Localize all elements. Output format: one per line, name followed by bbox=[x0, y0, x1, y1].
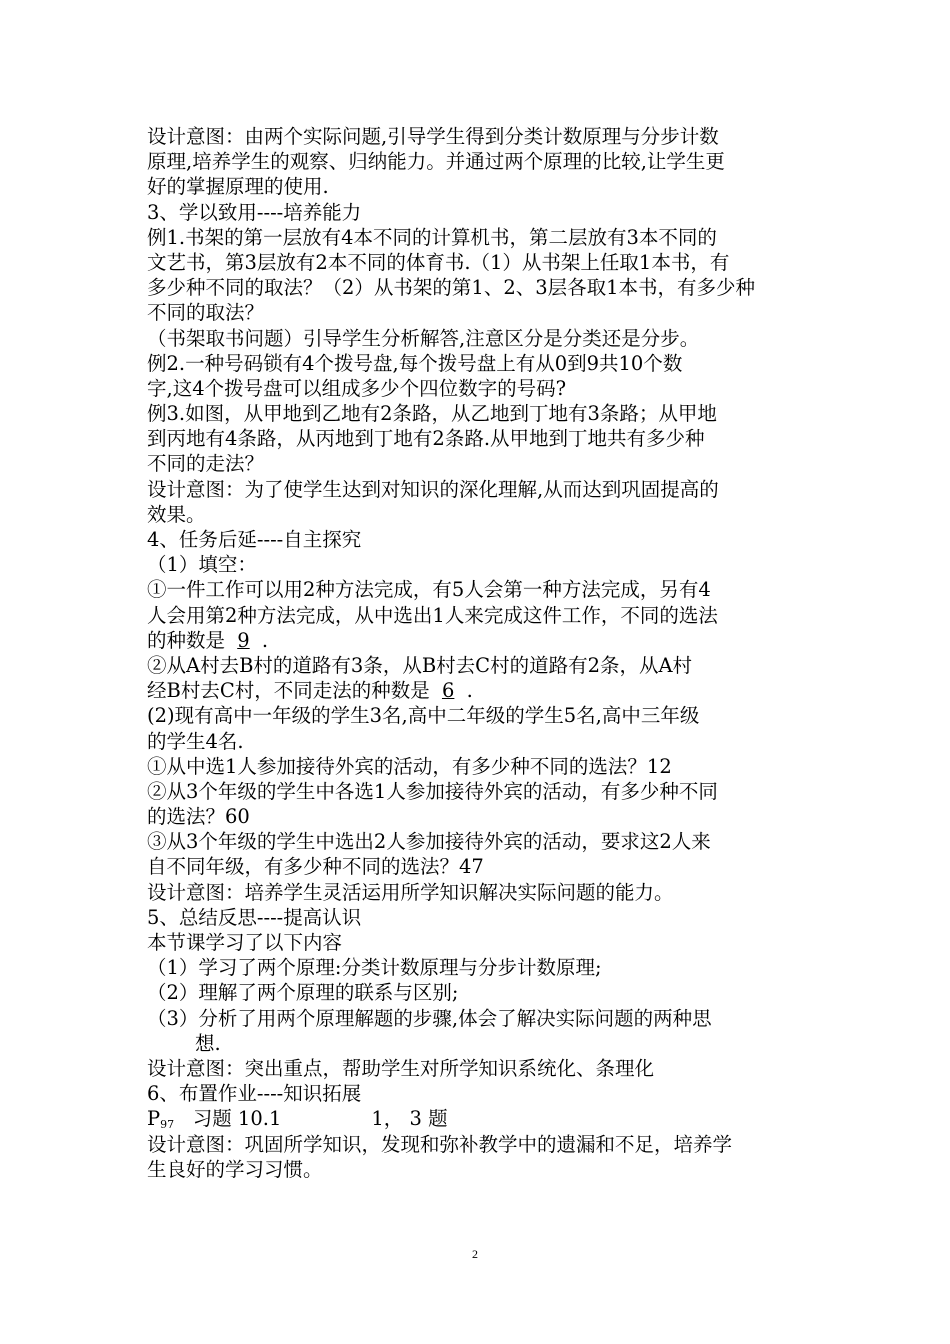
text-line: 字,这4个拨号盘可以组成多少个四位数字的号码? bbox=[147, 376, 567, 400]
text-line: （书架取书问题）引导学生分析解答,注意区分是分类还是分步。 bbox=[147, 326, 700, 350]
text-line: (2)现有高中一年级的学生3名,高中二年级的学生5名,高中三年级 bbox=[147, 704, 700, 728]
text-line: 设计意图：为了使学生达到对知识的深化理解,从而达到巩固提高的 bbox=[147, 477, 719, 501]
text-line: ③从3个年级的学生中选出2人参加接待外宾的活动，要求这2人来 bbox=[147, 830, 711, 854]
q1-answer: 9 bbox=[237, 628, 250, 652]
q2-suffix: . bbox=[466, 679, 473, 703]
text-line: 设计意图：培养学生灵活运用所学知识解决实际问题的能力。 bbox=[147, 880, 674, 904]
text-line: ②从A村去B村的道路有3条，从B村去C村的道路有2条，从A村 bbox=[147, 653, 693, 677]
text-line: 生良好的学习习惯。 bbox=[147, 1157, 323, 1181]
homework-page-number: 97 bbox=[160, 1118, 175, 1132]
text-line: 人会用第2种方法完成，从中选出1人来完成这件工作，不同的选法 bbox=[147, 603, 718, 627]
text-line: 不同的取法？ bbox=[147, 301, 265, 325]
text-line: 文艺书，第3层放有2本不同的体育书.（1）从书架上任取1本书，有 bbox=[147, 250, 730, 274]
text-line: （2）理解了两个原理的联系与区别; bbox=[147, 981, 459, 1005]
text-line bbox=[147, 678, 812, 703]
text-line: （1）填空： bbox=[147, 553, 257, 577]
homework-page-p: P bbox=[147, 1107, 161, 1131]
text-line: （3）分析了用两个原理解题的步骤,体会了解决实际问题的两种思 bbox=[147, 1006, 712, 1030]
text-line: 例3.如图，从甲地到乙地有2条路，从乙地到丁地有3条路；从甲地 bbox=[147, 402, 717, 426]
text-line bbox=[147, 628, 812, 653]
page-number: 2 bbox=[472, 1247, 478, 1261]
section-heading-3: 3、学以致用----培养能力 bbox=[147, 200, 362, 224]
section-heading-4: 4、任务后延----自主探究 bbox=[147, 528, 362, 551]
body-text bbox=[147, 124, 812, 1182]
text-line: 例1.书架的第一层放有4本不同的计算机书，第二层放有3本不同的 bbox=[147, 225, 717, 249]
homework-exercise: 习题 10.1 bbox=[192, 1107, 282, 1131]
text-line: 好的掌握原理的使用. bbox=[147, 175, 329, 199]
text-line: 设计意图：巩固所学知识，发现和弥补教学中的遗漏和不足，培养学 bbox=[147, 1132, 733, 1156]
homework-line bbox=[147, 1106, 812, 1131]
text-line: 不同的走法？ bbox=[147, 452, 265, 476]
text-line: ①从中选1人参加接待外宾的活动，有多少种不同的选法？12 bbox=[147, 754, 672, 778]
q2-answer: 6 bbox=[441, 679, 455, 703]
text-line: 自不同年级，有多少种不同的选法？47 bbox=[147, 855, 484, 879]
text-line: （1）学习了两个原理:分类计数原理与分步计数原理; bbox=[147, 956, 602, 980]
text-line: 效果。 bbox=[147, 502, 206, 526]
text-line: ①一件工作可以用2种方法完成，有5人会第一种方法完成，另有4 bbox=[147, 578, 711, 602]
q1-suffix: . bbox=[261, 628, 269, 652]
text-line: 到丙地有4条路，从丙地到丁地有2条路.从甲地到丁地共有多少种 bbox=[147, 427, 705, 451]
homework-items: 1， 3 题 bbox=[371, 1107, 448, 1131]
q2-prefix: 经B村去C村，不同走法的种数是 bbox=[147, 679, 430, 703]
text-line: 例2.一种号码锁有4个拨号盘,每个拨号盘上有从0到9共10个数 bbox=[147, 351, 683, 375]
q1-prefix: 的种数是 bbox=[147, 628, 226, 652]
text-line: 想. bbox=[195, 1031, 221, 1055]
text-line: 原理,培养学生的观察、归纳能力。并通过两个原理的比较,让学生更 bbox=[147, 150, 725, 174]
text-line: ②从3个年级的学生中各选1人参加接待外宾的活动，有多少种不同 bbox=[147, 779, 718, 803]
text-line: 设计意图：突出重点，帮助学生对所学知识系统化、条理化 bbox=[147, 1056, 655, 1080]
section-heading-5: 5、总结反思----提高认识 bbox=[147, 905, 362, 929]
text-line: 的选法？60 bbox=[147, 805, 250, 829]
text-line: 多少种不同的取法？（2）从书架的第1、2、3层各取1本书，有多少种 bbox=[147, 276, 756, 300]
text-line: 设计意图：由两个实际问题,引导学生得到分类计数原理与分步计数 bbox=[147, 125, 719, 148]
text-line: 本节课学习了以下内容 bbox=[147, 931, 343, 954]
text-line: 的学生4名. bbox=[147, 729, 244, 753]
section-heading-6: 6、布置作业----知识拓展 bbox=[147, 1082, 362, 1106]
